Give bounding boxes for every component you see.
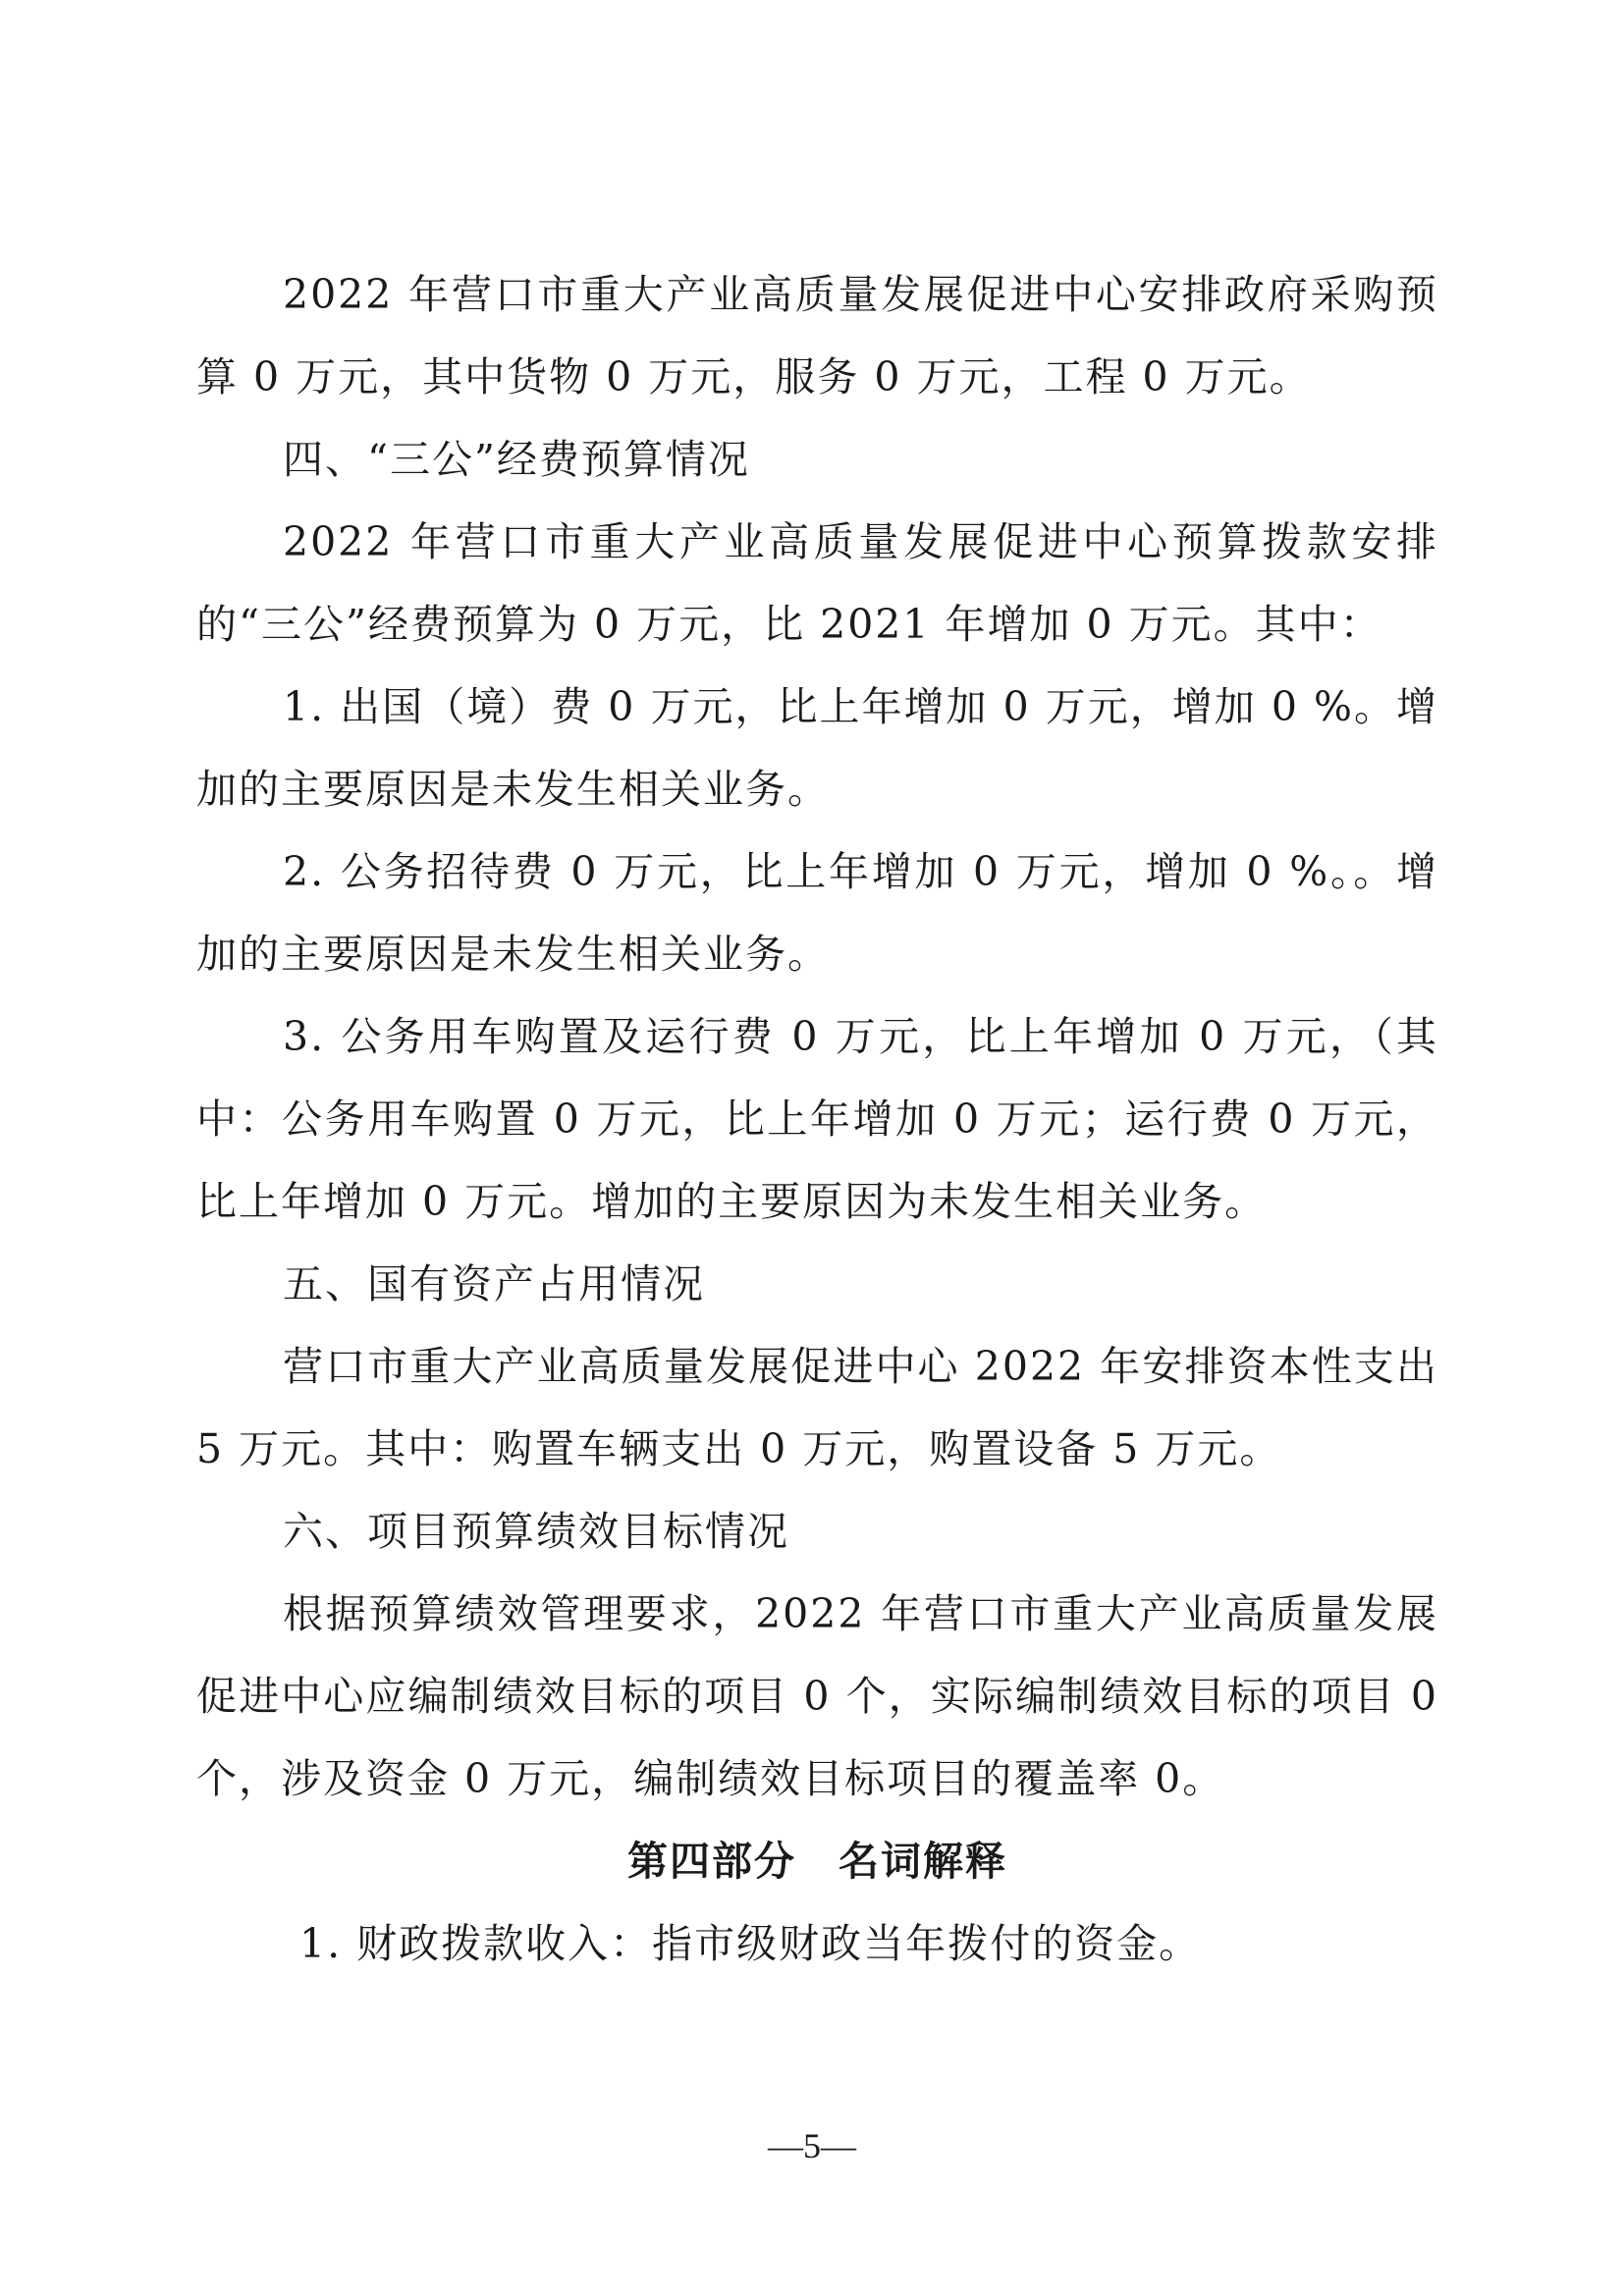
- section-heading-three-public-expenses: 四、“三公”经费预算情况: [283, 436, 750, 483]
- paragraph-capital-expenditure: 营口市重大产业高质量发展促进中心 2022 年安排资本性支出 5 万元。其中：购置车辆支出 0 万元，购置设备 5 万元。: [196, 1343, 1438, 1472]
- paragraph-three-public-expenses-summary: 2022 年营口市重大产业高质量发展促进中心预算拨款安排的“三公”经费预算为 0 万元，比 2021 年增加 0 万元。其中：: [196, 518, 1438, 648]
- section-heading-state-assets: 五、国有资产占用情况: [283, 1260, 705, 1308]
- part-four-title: 第四部分 名词解释: [627, 1838, 1007, 1885]
- glossary-item-fiscal-appropriation: 1. 财政拨款收入：指市级财政当年拨付的资金。: [299, 1920, 1202, 1967]
- paragraph-official-vehicle-expense: 3. 公务用车购置及运行费 0 万元，比上年增加 0 万元，（其中：公务用车购置 0 万元，比上年增加 0 万元；运行费 0 万元，比上年增加 0 万元。增加的主要原因为未发生相关业务。: [196, 1013, 1438, 1225]
- paragraph-overseas-travel-expense: 1. 出国（境）费 0 万元，比上年增加 0 万元，增加 0 %。增加的主要原因是未发生相关业务。: [196, 683, 1438, 813]
- paragraph-performance-targets: 根据预算绩效管理要求，2022 年营口市重大产业高质量发展促进中心应编制绩效目标的项目 0 个，实际编制绩效目标的项目 0 个，涉及资金 0 万元，编制绩效目标项目的覆盖率 0。: [196, 1590, 1438, 1802]
- paragraph-official-reception-expense: 2. 公务招待费 0 万元，比上年增加 0 万元，增加 0 %。。增加的主要原因是未发生相关业务。: [196, 848, 1438, 978]
- paragraph-procurement-budget: 2022 年营口市重大产业高质量发展促进中心安排政府采购预算 0 万元，其中货物 0 万元，服务 0 万元，工程 0 万元。: [196, 271, 1438, 400]
- section-heading-performance-targets: 六、项目预算绩效目标情况: [283, 1508, 789, 1555]
- page-number: —5—: [768, 2126, 856, 2165]
- page-body: [196, 253, 1438, 1985]
